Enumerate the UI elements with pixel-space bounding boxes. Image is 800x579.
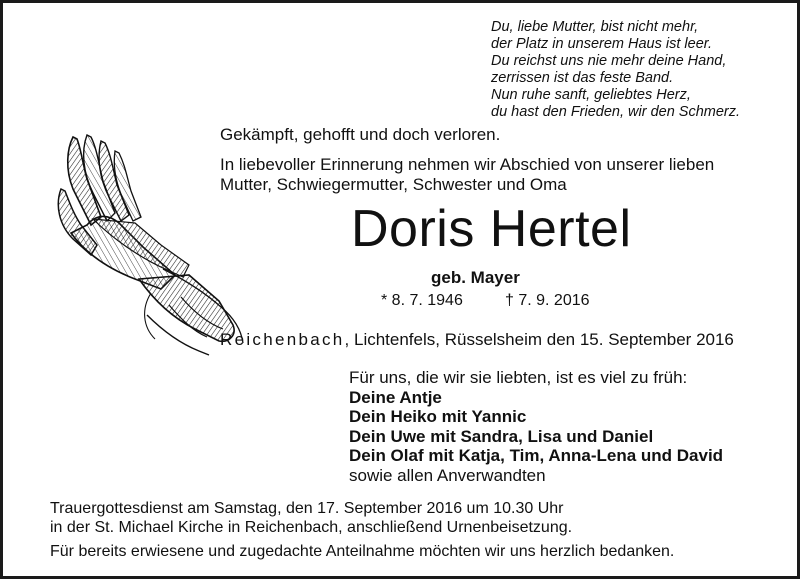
remembrance-line: In liebevoller Erinnerung nehmen wir Abschied von unserer lieben bbox=[220, 155, 715, 174]
mourners-block bbox=[349, 368, 723, 485]
poem-line: Nun ruhe sanft, geliebtes Herz, bbox=[491, 87, 691, 103]
funeral-service-info bbox=[50, 499, 572, 537]
mourner-name: Dein Heiko mit Yannic bbox=[349, 407, 527, 426]
remembrance-line: Mutter, Schwiegermutter, Schwester und Oma bbox=[220, 175, 567, 194]
mourner-name: Dein Olaf mit Katja, Tim, Anna-Lena und David bbox=[349, 446, 724, 465]
remembrance-text bbox=[220, 155, 714, 195]
place-date-line bbox=[220, 330, 734, 350]
mourner-name: Dein Uwe mit Sandra, Lisa und Daniel bbox=[349, 426, 654, 446]
place-date-rest: , Lichtenfels, Rüsselsheim den 15. September 2016 bbox=[344, 330, 734, 349]
service-line: Trauergottesdienst am Samstag, den 17. September 2016 um 10.30 Uhr bbox=[50, 500, 564, 517]
birth-date: * 8. 7. 1946 bbox=[381, 292, 463, 309]
intro-line: Gekämpft, gehofft und doch verloren. bbox=[220, 125, 501, 144]
deceased-name: Doris Hertel bbox=[351, 200, 632, 258]
praying-hands-icon bbox=[43, 129, 248, 359]
mourners-others: sowie allen Anverwandten bbox=[349, 465, 546, 485]
poem-line: Du, liebe Mutter, bist nicht mehr, bbox=[491, 19, 699, 35]
thanks-line: Für bereits erwiesene und zugedachte Anteilnahme möchten wir uns herzlich bedanken. bbox=[50, 543, 675, 560]
service-line: in der St. Michael Kirche in Reichenbach, anschließend Urnenbeisetzung. bbox=[50, 519, 573, 536]
mourners-intro: Für uns, die wir sie liebten, ist es viel zu früh: bbox=[349, 368, 688, 387]
poem bbox=[491, 19, 791, 121]
death-date: † 7. 9. 2016 bbox=[505, 292, 590, 309]
poem-line: Du reichst uns nie mehr deine Hand, bbox=[491, 53, 727, 69]
poem-line: du hast den Frieden, wir den Schmerz. bbox=[491, 104, 741, 120]
place-town: Reichenbach bbox=[220, 330, 345, 349]
mourner-name: Deine Antje bbox=[349, 387, 442, 407]
maiden-name: geb. Mayer bbox=[431, 268, 520, 287]
poem-line: der Platz in unserem Haus ist leer. bbox=[491, 36, 713, 52]
poem-line: zerrissen ist das feste Band. bbox=[491, 70, 674, 86]
